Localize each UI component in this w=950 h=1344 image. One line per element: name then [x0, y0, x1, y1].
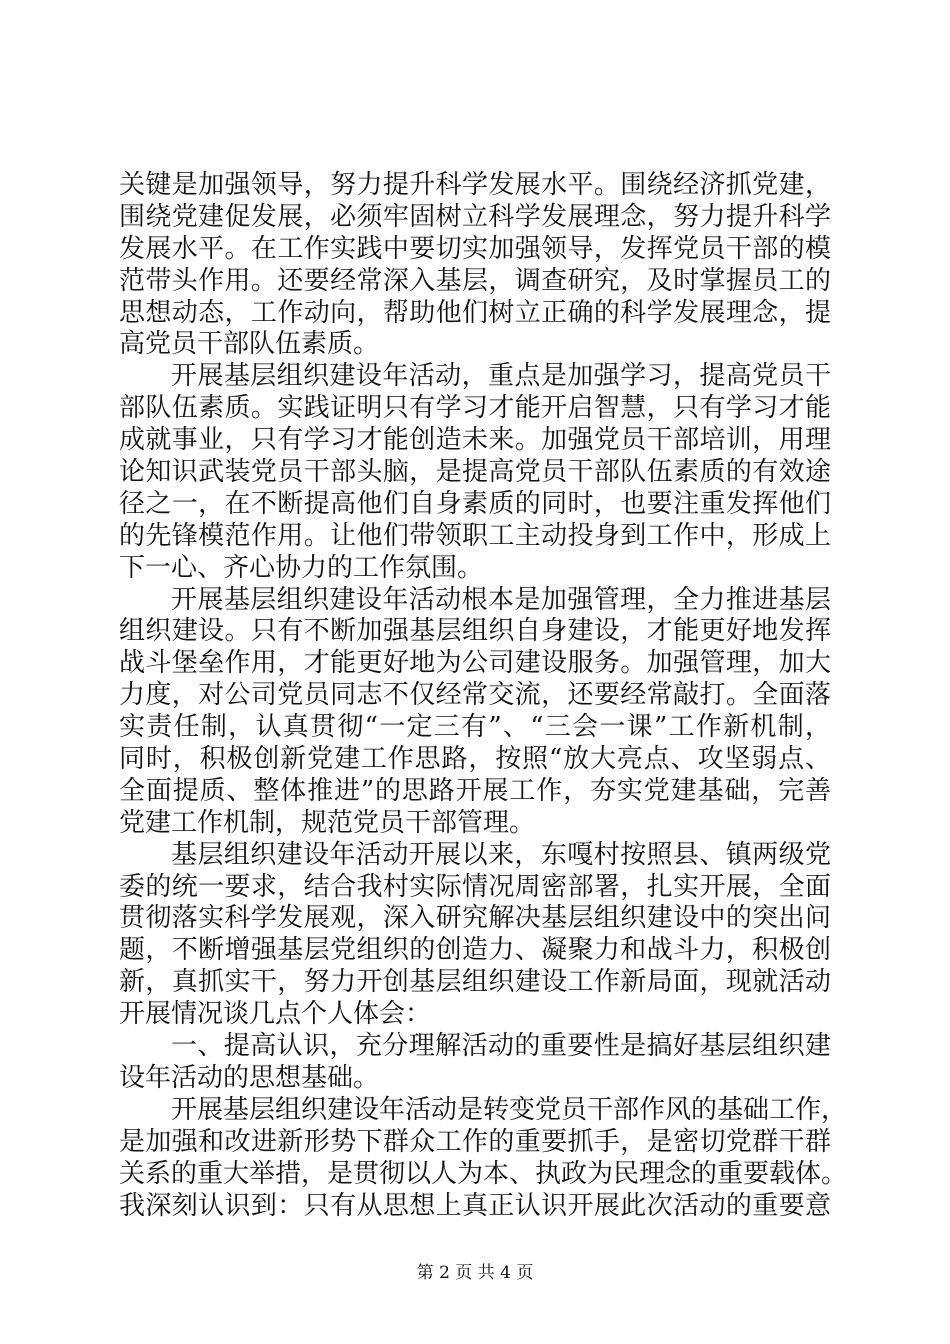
- text-line: 我深刻认识到：只有从思想上真正认识开展此次活动的重要意: [119, 1190, 831, 1221]
- text-line: 开展基层组织建设年活动根本是加强管理，全力推进基层: [171, 584, 831, 615]
- text-line: 组织建设。只有不断加强基层组织自身建设，才能更好地发挥: [119, 616, 831, 647]
- text-line: 全面提质、整体推进”的思路开展工作，夯实党建基础，完善: [119, 775, 831, 806]
- text-line: 力度，对公司党员同志不仅经常交流，还要经常敲打。全面落: [119, 680, 831, 711]
- text-line: 同时，积极创新党建工作思路，按照“放大亮点、攻坚弱点、: [119, 744, 831, 775]
- body-text: [119, 170, 848, 1222]
- page-footer: 第 2 页 共 4 页: [416, 1263, 534, 1283]
- text-line: 成就事业，只有学习才能创造未来。加强党员干部培训，用理: [119, 425, 831, 456]
- text-line: 题，不断增强基层党组织的创造力、凝聚力和战斗力，积极创: [119, 935, 831, 966]
- text-line: 径之一，在不断提高他们自身素质的同时，也要注重发挥他们: [119, 488, 831, 519]
- text-line: 思想动态，工作动向，帮助他们树立正确的科学发展理念，提: [119, 297, 831, 328]
- text-line: 高党员干部队伍素质。: [119, 329, 380, 360]
- text-line: 部队伍素质。实践证明只有学习才能开启智慧，只有学习才能: [119, 393, 831, 424]
- text-line: 党建工作机制，规范党员干部管理。: [119, 807, 536, 838]
- text-line: 是加强和改进新形势下群众工作的重要抓手，是密切党群干群: [119, 1126, 831, 1157]
- text-line: 委的统一要求，结合我村实际情况周密部署，扎实开展，全面: [119, 871, 831, 902]
- text-line: 下一心、齐心协力的工作氛围。: [119, 552, 484, 583]
- text-line: 开展基层组织建设年活动是转变党员干部作风的基础工作，: [171, 1094, 848, 1125]
- text-line: 论知识武装党员干部头脑，是提高党员干部队伍素质的有效途: [119, 457, 831, 488]
- text-line: 关键是加强领导，努力提升科学发展水平。围绕经济抓党建，: [119, 170, 831, 200]
- text-line: 战斗堡垒作用，才能更好地为公司建设服务。加强管理，加大: [119, 648, 831, 679]
- text-line: 新，真抓实干，努力开创基层组织建设工作新局面，现就活动: [119, 967, 831, 998]
- text-line: 贯彻落实科学发展观，深入研究解决基层组织建设中的突出问: [119, 903, 831, 934]
- text-line: 开展基层组织建设年活动，重点是加强学习，提高党员干: [171, 361, 831, 392]
- text-line: 实责任制，认真贯彻“一定三有”、“三会一课”工作新机制，: [119, 712, 831, 743]
- text-line: 开展情况谈几点个人体会：: [119, 999, 432, 1030]
- text-line: 基层组织建设年活动开展以来，东嘎村按照县、镇两级党: [171, 839, 831, 870]
- text-line: 发展水平。在工作实践中要切实加强领导，发挥党员干部的模: [119, 233, 831, 264]
- text-line: 设年活动的思想基础。: [119, 1062, 380, 1093]
- text-line: 的先锋模范作用。让他们带领职工主动投身到工作中，形成上: [119, 520, 831, 551]
- text-line: 一、提高认识，充分理解活动的重要性是搞好基层组织建: [171, 1031, 831, 1062]
- text-line: 关系的重大举措，是贯彻以人为本、执政为民理念的重要载体。: [119, 1158, 848, 1189]
- text-line: 围绕党建促发展，必须牢固树立科学发展理念，努力提升科学: [119, 201, 831, 232]
- text-line: 范带头作用。还要经常深入基层，调查研究，及时掌握员工的: [119, 265, 831, 296]
